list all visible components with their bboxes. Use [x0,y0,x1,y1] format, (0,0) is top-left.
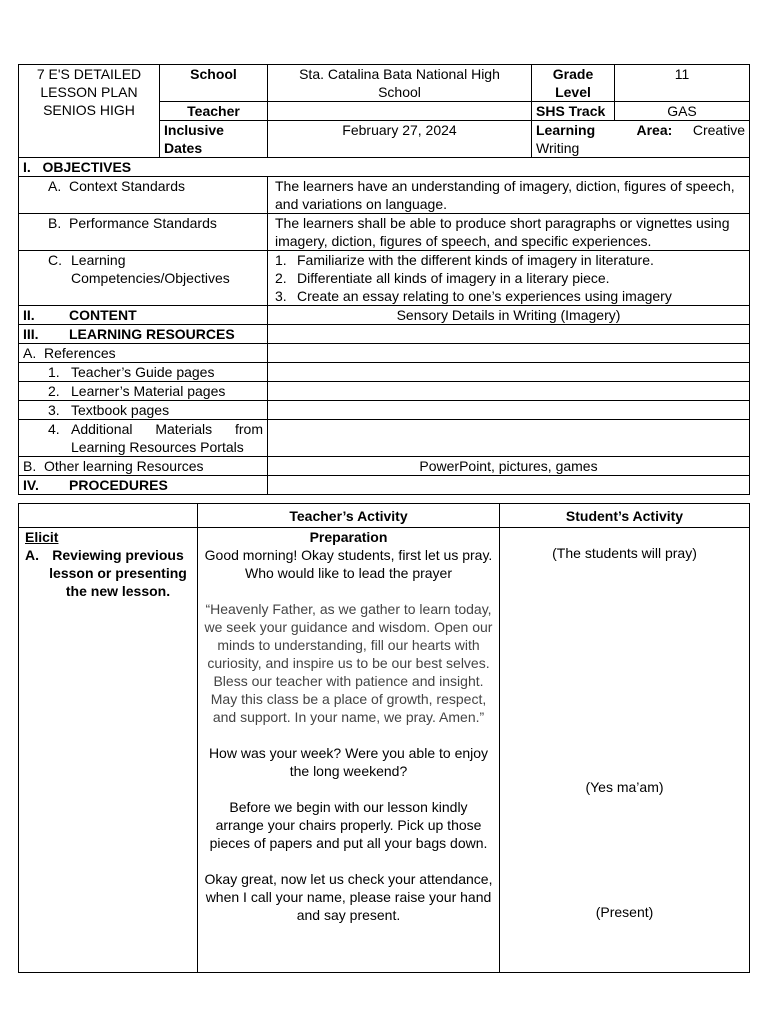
performance-label: Performance Standards [69,215,217,231]
school-label: School [160,65,268,102]
other-resources-label: B. Other learning Resources [19,457,268,476]
competency-item: 2. Differentiate all kinds of imagery in a literary piece. [275,270,610,286]
dates-label: Inclusive Dates [160,121,268,158]
competency-item: 1. Familiarize with the different kinds of imagery in literature. [275,252,654,268]
references-label: A. References [19,344,268,363]
other-resources-value: PowerPoint, pictures, games [268,457,750,476]
objectives-label: OBJECTIVES [42,159,132,175]
lesson-plan-table [18,64,750,495]
teacher-prompt-attendance: Okay great, now let us check your attendance, when I call your name, please raise your hand and say present. [204,871,493,923]
teacher-prompt-week: How was your week? Were you able to enjoy the long weekend? [208,745,489,779]
student-activity-header: Student’s Activity [500,504,750,528]
resource-item: 4. Additional Materials from Learning Resources Portals [19,420,268,457]
phase-label: Elicit [25,529,59,545]
resource-item: 1. Teacher’s Guide pages [19,363,268,382]
resource-item: 3. Textbook pages [19,401,268,420]
phase-cell [19,528,198,973]
context-standards-text: The learners have an understanding of imagery, diction, figures of speech, and variations on language. [268,177,750,214]
performance-num: B. [48,215,62,231]
track-label: SHS Track [532,102,615,121]
competency-item: 3. Create an essay relating to one’s experiences using imagery [275,288,672,304]
procedures-heading: IV. PROCEDURES [19,476,268,495]
track-value: GAS [615,102,750,121]
teacher-prompt-pray: Good morning! Okay students, first let us pray. Who would like to lead the prayer [204,547,493,581]
objectives-num: I. [23,159,31,175]
performance-standards-text: The learners shall be able to produce short paragraphs or vignettes using imagery, diction, figures of speech, and specific experiences. [268,214,750,251]
dates-value: February 27, 2024 [268,121,532,158]
student-response-present: (Present) [595,904,654,920]
student-response-pray: (The students will pray) [552,545,697,561]
step-label: A. Reviewing previous lesson or presenting the new lesson. [25,547,187,599]
context-standards-label [19,177,268,214]
area-value-first: Creative [692,122,745,138]
context-label: Context Standards [69,178,185,194]
content-value: Sensory Details in Writing (Imagery) [268,306,750,325]
objectives-heading [19,158,750,177]
competencies-num: C. [48,252,62,268]
section-label: Preparation [309,529,388,545]
resource-item: 2. Learner’s Material pages [19,382,268,401]
competencies-label [19,251,268,306]
resources-value [268,325,750,344]
grade-label: Grade Level [532,65,615,102]
student-response-yes: (Yes ma’am) [585,779,664,795]
teacher-label: Teacher [160,102,268,121]
area-value-second: Writing [536,140,580,156]
teacher-prompt-chairs: Before we begin with our lesson kindly arrange your chairs properly. Pick up those pieces of papers and put all your bags down. [209,799,488,851]
activity-table [18,503,750,973]
competencies-list [268,251,750,306]
school-value: Sta. Catalina Bata National High School [268,65,532,102]
context-num: A. [48,178,62,194]
learning-area-cell [532,121,750,158]
teacher-activity-cell [198,528,500,973]
resources-heading: III. LEARNING RESOURCES [19,325,268,344]
teacher-value [268,102,532,121]
student-activity-cell [500,528,750,973]
competencies-text: Learning Competencies/Objectives [71,252,230,286]
content-heading: II. CONTENT [19,306,268,325]
grade-value: 11 [615,65,750,102]
plan-title: 7 E'S DETAILED LESSON PLAN SENIOS HIGH [19,65,160,158]
performance-standards-label [19,214,268,251]
teacher-activity-header: Teacher’s Activity [198,504,500,528]
area-label: Learning Area: [536,122,673,138]
prayer-text: “Heavenly Father, as we gather to learn today, we seek your guidance and wisdom. Open our minds to understanding, fill our hearts with curiosity, and inspire us to be our best selves. Bless our teacher with patience and insight. May this class be a place of growth, respect, and support. In your name, we pray. Amen.” [204,601,493,725]
